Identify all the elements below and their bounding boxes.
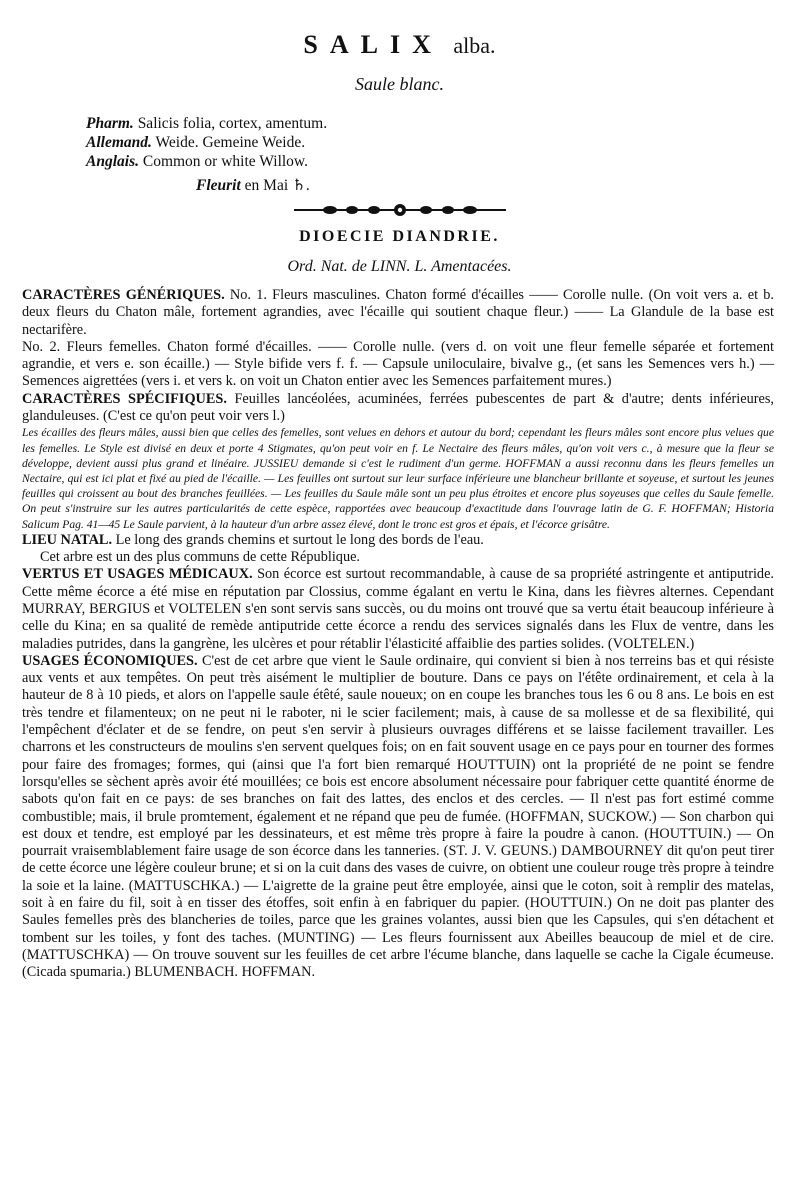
page-title: [0, 30, 799, 60]
economic-uses: USAGES ÉCONOMIQUES. C'est de cet arbre que vient le Saule ordinaire, qui convient si bien à nos terreins bas et qui résiste aux vents et aux tempêtes. On peut très aisément le multiplier de bouture. Dans ce pays on l'étête ordinairement, et cela à la hauteur de 8 à 10 pieds, et alors on l'appelle saule étêté, saule noueux; on en coupe les branches tous les 6 ou 8 ans. Le bois en est très tendre et filamenteux; on ne peut ni le raboter, ni le scier facilement; mais, à cause de sa mollesse et de sa flexibilité, qui l'empêchent d'éclater et de se fendre, on peut s'en servir à plusieurs ouvrages différens et se laisse facilement travailler. Les charrons et les constructeurs de moulins s'en servent quelques fois; on en fait souvent usage en ce pays pour en tourner des formes pour faire des fromages; formes, qui (ainsi que l'a fort bien remarqué HOUTTUIN) ont la propriété de ne point se fendre lorsqu'elles se sèchent après avoir été mouillées; ce bois est encore absolument nécessaire pour fabriquer cette quantité énorme de sabots qu'on fait en ce pays: de ses branches on fait des lattes, des enclos et des cercles. — Il n'est pas fort estimé comme combustible; mais, il brule promtement, également et ne répand que peu de fumée. (HOFFMAN, SUCKOW.) — Son charbon qui est doux et tendre, est employé par les dessinateurs, et est même très propre à faire la poudre à canon. (HOUTTUIN.) — On pourrait vraisemblablement faire usage de son écorce dans les tanneries. (ST. J. V. GEUNS.) DAMBOURNEY dit qu'on peut tirer de cette écorce une légère couleur brune; et si on la cuit dans des vases de cuivre, on obtient une couleur rouge très propre à teindre la soie et la laine. (MATTUSCHKA.) — L'aigrette de la graine peut être employée, ainsi que le coton, soit à remplir des matelas, soit à en faire du fil, soit à en tisser des étoffes, soit enfin à en fabriquer du papier. (HOUTTUIN.) On ne doit pas planter des Saules femelles près des blancheries de toiles, parce que les graines volantes, aussi bien que les Capsules, qui s'en détachent et tombent sur les toiles, y font des taches. (MUNTING) — Les fleurs fournissent aux Abeilles beaucoup de miel et de cire. (MATTUSCHKA) — On trouve souvent sur les feuilles de cet arbre l'écume blanche, dans laquelle se cache la Cigale écumeuse. (Cicada spumaria.) BLUMENBACH. HOFFMAN.: [22, 652, 774, 981]
species-name: alba.: [453, 33, 496, 58]
vernacular-names: [86, 114, 327, 171]
generic-characters-female: No. 2. Fleurs femelles. Chaton formé d'écailles. —— Corolle nulle. (vers d. on voit une fleur femelle séparée et fortement agrandie, et vers e. son écaille.) — Style bifide vers f. f. — Capsule uniloculaire, bivalve g., (et sans les Semences vers h.) — Semences aigrettées (vers i. et vers k. on voit un Chaton entier avec les Semences parfaitement mures.): [22, 338, 774, 390]
description-body: [22, 287, 774, 982]
common-name: Saule blanc.: [355, 74, 444, 94]
specific-note: Les écailles des fleurs mâles, aussi bien que celles des femelles, sont velues en dehors et autour du bord; cependant les fleurs mâles sont encore plus velues que les femelles. Le Style est divisé en deux et porte 4 Stigmates, qu'on peut voir en f. Le Nectaire des fleurs mâles, qu'on voit vers c., à mesure que la fleur se développe, devient aussi plus grand et linéaire. JUSSIEU demande si c'est le rudiment d'un germe. HOFFMAN a aussi reconnu dans les fleurs femelles un Nectaire, qui est ici plat et fixé au pied de l'écaille. — Les feuilles ont surtout sur leur surface inférieure une blancheur brillante et soyeuse, et surtout les jeunes feuilles qui croissent au bout des branches feuillées. — Les feuilles du Saule mâle sont un peu plus étroites et encore plus soyeuses que celles du Saule femelle. On peut s'instruire sur les autres particularités de cette espèce, rapportées avec beaucoup d'exactitude dans l'ouvrage latin de G. F. HOFFMAN; Historia Salicum Pag. 41—45 Le Saule parvient, à la hauteur d'un arbre assez élevé, dont le tronc est gros et épais, et l'écorce grisâtre.: [22, 426, 774, 531]
specific-characters: CARACTÈRES SPÉCIFIQUES. Feuilles lancéolées, acuminées, ferrées pubescentes de part & d'autre; dents inférieures, glanduleuses. (C'est ce qu'on peut voir vers l.): [22, 390, 774, 425]
habitat-note: Cet arbre est un des plus communs de cette République.: [40, 549, 361, 566]
flowering-time: Fleurit en Mai ♄.: [196, 177, 310, 194]
native-habitat: LIEU NATAL. Le long des grands chemins et surtout le long des bords de l'eau.: [22, 531, 484, 548]
name-allemand: Allemand. Weide. Gemeine Weide.: [86, 134, 306, 151]
medical-uses: VERTUS ET USAGES MÉDICAUX. Son écorce est surtout recommandable, à cause de sa propriété astringente et antiputride. Cette même écorce a été mise en réputation par Clossius, comme égalant en vertu le Kina, dans les fièvres alternes. Cependant MURRAY, BERGIUS et VOLTELEN s'en sont servis sans succès, ou du moins ont trouvé que sa vertu était beaucoup inférieure à celle du Kina; en sa qualité de remède antiputride cette écorce a rendu des services signalés dans les Flux de ventre, dans les maladies putrides, dans la gangrène, les ulcères et pour rétablir l'élasticité affaiblie des parties solides. (VOLTELEN.): [22, 566, 774, 652]
ornament-divider-icon: [290, 198, 510, 222]
name-pharm: Pharm. Salicis folia, cortex, amentum.: [86, 115, 328, 132]
natural-order: Ord. Nat. de LINN. L. Amentacées.: [287, 258, 512, 275]
linnaean-class: DIOECIE DIANDRIE.: [299, 228, 500, 245]
name-anglais: Anglais. Common or white Willow.: [86, 153, 308, 170]
genus-name: SALIX: [303, 30, 443, 59]
generic-characters: CARACTÈRES GÉNÉRIQUES. No. 1. Fleurs masculines. Chaton formé d'écailles —— Corolle nulle. (On voit vers a. et b. deux fleurs du Chaton mâle, fortement agrandies, avec l'écaille qui soutient chaque fleur.) —— La Glandule de la base est nectarifère.: [22, 287, 775, 338]
